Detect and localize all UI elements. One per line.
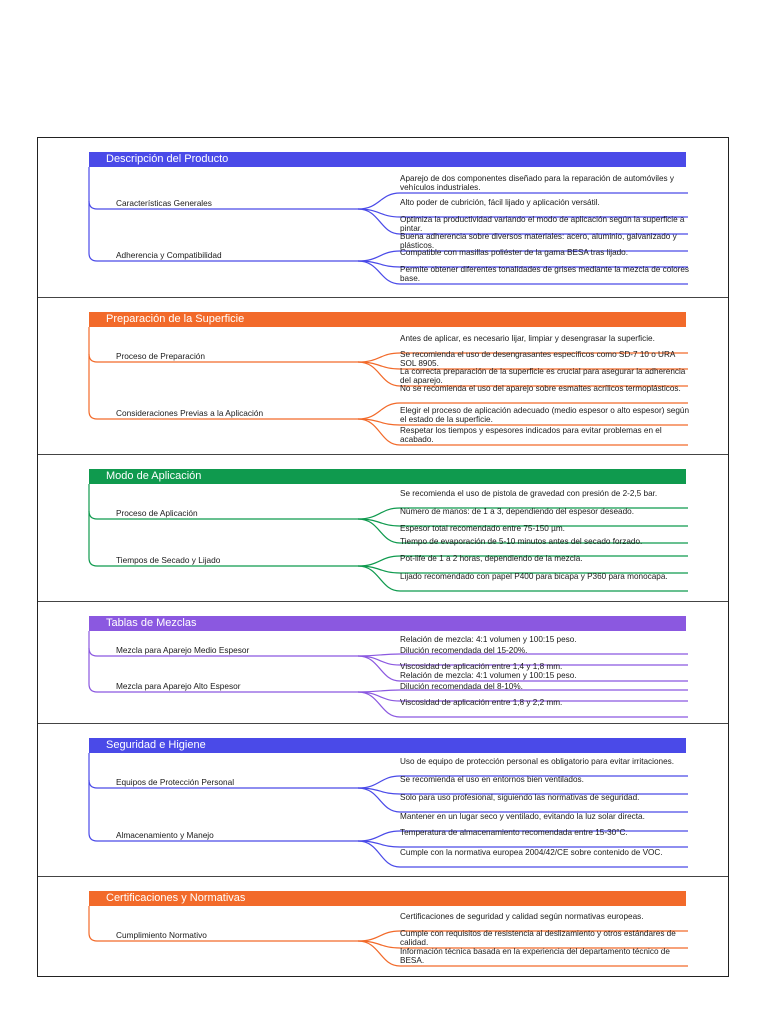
detail-item: Relación de mezcla: 4:1 volumen y 100:15 peso. <box>400 671 577 680</box>
category-label: Mezcla para Aparejo Medio Espesor <box>116 645 250 655</box>
detail-item: Lijado recomendado con papel P400 para bicapa y P360 para monocapa. <box>400 572 668 581</box>
detail-item: Se recomienda el uso de pistola de gravedad con presión de 2-2,5 bar. <box>400 489 658 498</box>
category-label: Características Generales <box>116 198 212 208</box>
section-1 <box>38 298 728 455</box>
category-label: Proceso de Preparación <box>116 351 206 361</box>
detail-item: Solo para uso profesional, siguiendo las normativas de seguridad. <box>400 793 640 802</box>
detail-item: La correcta preparación de la superficie es crucial para asegurar la adherencia del aparejo. <box>400 367 686 385</box>
section-4 <box>38 724 728 877</box>
section-3 <box>38 602 728 724</box>
section-title: Modo de Aplicación <box>89 469 686 484</box>
section-title: Seguridad e Higiene <box>89 738 686 753</box>
trunk-line <box>89 167 97 261</box>
category-label: Equipos de Protección Personal <box>116 777 235 787</box>
detail-item: Dilución recomendada del 8-10%. <box>400 682 523 691</box>
category-label: Proceso de Aplicación <box>116 508 198 518</box>
detail-item: Se recomienda el uso de desengrasantes específicos como SD-7 10 o URA SOL 8905. <box>400 350 675 368</box>
section-5 <box>38 877 728 978</box>
trunk-line <box>89 631 97 692</box>
detail-item: Pot-life de 1 a 2 horas, dependiendo de la mezcla. <box>400 554 583 563</box>
category-label: Cumplimiento Normativo <box>116 930 207 940</box>
detail-item: Relación de mezcla: 4:1 volumen y 100:15 peso. <box>400 635 577 644</box>
document-frame <box>37 137 729 977</box>
detail-item: Antes de aplicar, es necesario lijar, limpiar y desengrasar la superficie. <box>400 334 655 343</box>
detail-item: Tiempo de evaporación de 5-10 minutos antes del secado forzado. <box>400 537 643 546</box>
item-connector <box>358 841 688 847</box>
detail-item: Viscosidad de aplicación entre 1,8 y 2,2 mm. <box>400 698 563 707</box>
category-label: Mezcla para Aparejo Alto Espesor <box>116 681 241 691</box>
category-label: Almacenamiento y Manejo <box>116 830 214 840</box>
detail-item: Alto poder de cubrición, fácil lijado y aplicación versátil. <box>400 198 600 207</box>
detail-item: No se recomienda el uso del aparejo sobre esmaltes acrílicos termoplásticos. <box>400 384 681 393</box>
category-branch <box>89 511 97 519</box>
detail-item: Respetar los tiempos y espesores indicados para evitar problemas en el acabado. <box>400 426 662 444</box>
detail-item: Optimiza la productividad variando el modo de aplicación según la superficie a pintar. <box>400 215 685 233</box>
detail-item: Espesor total recomendado entre 75-150 µm. <box>400 524 565 533</box>
detail-item: Cumple con la normativa europea 2004/42/CE sobre contenido de VOC. <box>400 848 663 857</box>
detail-item: Compatible con masillas poliéster de la gama BESA tras lijado. <box>400 248 628 257</box>
detail-item: Permite obtener diferentes tonalidades de grises mediante la mezcla de colores base. <box>400 265 689 283</box>
detail-item: Información técnica basada en la experiencia del departamento técnico de BESA. <box>400 947 670 965</box>
category-branch <box>89 354 97 362</box>
detail-item: Número de manos: de 1 a 3, dependiendo del espesor deseado. <box>400 507 634 516</box>
detail-item: Uso de equipo de protección personal es obligatorio para evitar irritaciones. <box>400 757 674 766</box>
trunk-line <box>89 753 97 841</box>
category-branch <box>89 648 97 656</box>
detail-item: Viscosidad de aplicación entre 1,4 y 1,8 mm. <box>400 662 563 671</box>
trunk-line <box>89 327 97 419</box>
category-label: Tiempos de Secado y Lijado <box>116 555 221 565</box>
section-2 <box>38 455 728 602</box>
section-title: Preparación de la Superficie <box>89 312 686 327</box>
category-label: Consideraciones Previas a la Aplicación <box>116 408 264 418</box>
section-title: Tablas de Mezclas <box>89 616 686 631</box>
trunk-line <box>89 906 97 941</box>
trunk-line <box>89 484 97 566</box>
category-label: Adherencia y Compatibilidad <box>116 250 222 260</box>
detail-item: Certificaciones de seguridad y calidad según normativas europeas. <box>400 912 644 921</box>
section-0 <box>38 138 728 298</box>
detail-item: Elegir el proceso de aplicación adecuado (medio espesor o alto espesor) según el estado de la superficie. <box>400 406 690 424</box>
detail-item: Aparejo de dos componentes diseñado para la reparación de automóviles y vehículos industriales. <box>400 174 675 192</box>
category-branch <box>89 201 97 209</box>
detail-item: Buena adherencia sobre diversos materiales: acero, aluminio, galvanizado y plásticos. <box>400 232 677 250</box>
detail-item: Se recomienda el uso en entornos bien ventilados. <box>400 775 584 784</box>
detail-item: Mantener en un lugar seco y ventilado, evitando la luz solar directa. <box>400 812 645 821</box>
section-title: Certificaciones y Normativas <box>89 891 686 906</box>
detail-item: Cumple con requisitos de resistencia al deslizamiento y otros estándares de calidad. <box>400 929 676 947</box>
section-title: Descripción del Producto <box>89 152 686 167</box>
detail-item: Dilución recomendada del 15-20%. <box>400 646 528 655</box>
detail-item: Temperatura de almacenamiento recomendada entre 15-30°C. <box>400 828 628 837</box>
category-branch <box>89 780 97 788</box>
